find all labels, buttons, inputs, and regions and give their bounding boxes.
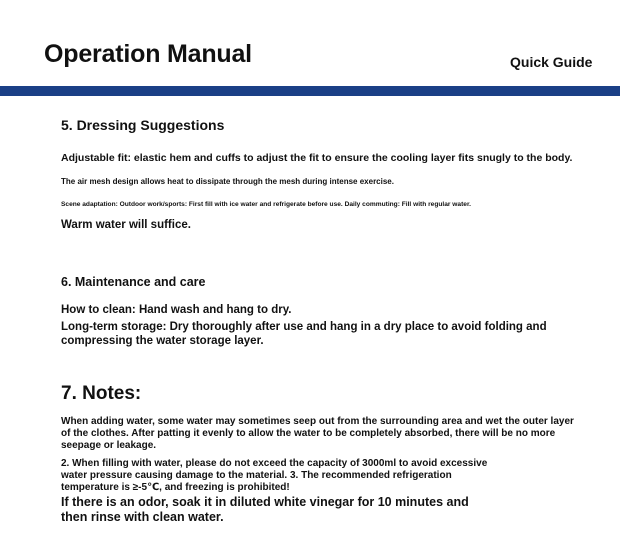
page-subtitle: Quick Guide <box>510 54 593 70</box>
section-5-line-1: Adjustable fit: elastic hem and cuffs to adjust the fit to ensure the cooling layer fits snugly to the body. <box>61 152 573 164</box>
section-6-line-2: Long-term storage: Dry thoroughly after use and hang in a dry place to avoid folding and <box>61 321 547 333</box>
notes-paragraph-2-line-2: water pressure causing damage to the material. 3. The recommended refrigeration <box>61 470 452 481</box>
notes-paragraph-1-line-2: of the clothes. After patting it evenly to allow the water to be completely absorbed, there will be no more <box>61 428 556 439</box>
section-6-line-3: compressing the water storage layer. <box>61 335 264 347</box>
page-title: Operation Manual <box>44 40 252 68</box>
section-6-line-1: How to clean: Hand wash and hang to dry. <box>61 304 292 316</box>
section-7-heading: 7. Notes: <box>61 383 142 404</box>
section-5-line-4: Warm water will suffice. <box>61 219 191 231</box>
notes-paragraph-2-line-1: 2. When filling with water, please do not exceed the capacity of 3000ml to avoid excessive <box>61 458 488 469</box>
notes-paragraph-3-line-1: If there is an odor, soak it in diluted white vinegar for 10 minutes and <box>61 495 469 509</box>
notes-paragraph-1-line-3: seepage or leakage. <box>61 440 157 451</box>
section-5-line-3: Scene adaptation: Outdoor work/sports: First fill with ice water and refrigerate before use. Daily commuting: Fill with regular water. <box>61 201 471 208</box>
header-divider <box>0 86 620 96</box>
notes-paragraph-3-line-2: then rinse with clean water. <box>61 510 224 524</box>
notes-paragraph-2-line-3: temperature is ≥-5℃, and freezing is prohibited! <box>61 482 290 493</box>
section-6-heading: 6. Maintenance and care <box>61 275 206 289</box>
section-5-line-2: The air mesh design allows heat to dissipate through the mesh during intense exercise. <box>61 177 394 186</box>
notes-paragraph-1-line-1: When adding water, some water may sometimes seep out from the surrounding area and wet the outer layer <box>61 416 574 427</box>
section-5-heading: 5. Dressing Suggestions <box>61 117 225 133</box>
